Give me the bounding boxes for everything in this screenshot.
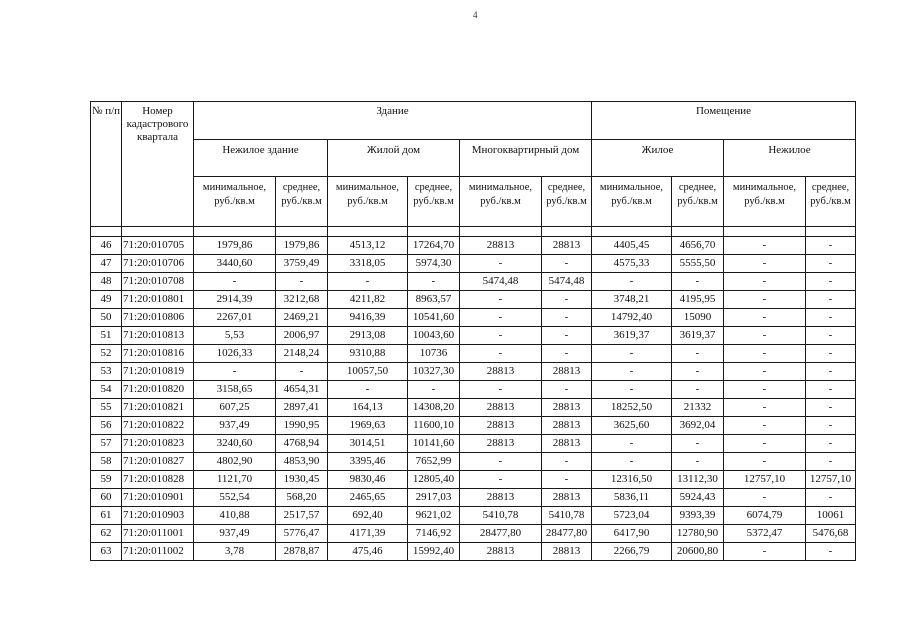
value-cell: - <box>672 453 724 471</box>
value-cell: - <box>328 273 408 291</box>
value-cell: - <box>592 363 672 381</box>
value-cell: - <box>592 435 672 453</box>
value-cell: 12757,10 <box>724 471 806 489</box>
value-cell: 164,13 <box>328 399 408 417</box>
value-cell: 9830,46 <box>328 471 408 489</box>
value-cell: 28813 <box>542 489 592 507</box>
value-cell: - <box>592 345 672 363</box>
value-cell: 7146,92 <box>408 525 460 543</box>
value-cell: 4656,70 <box>672 237 724 255</box>
value-cell: 12757,10 <box>806 471 856 489</box>
header-min: минимальное, руб./кв.м <box>194 177 276 227</box>
value-cell: 4853,90 <box>276 453 328 471</box>
value-cell: - <box>460 327 542 345</box>
value-cell: 2917,03 <box>408 489 460 507</box>
row-number: 59 <box>91 471 122 489</box>
value-cell: 3692,04 <box>672 417 724 435</box>
value-cell: 1026,33 <box>194 345 276 363</box>
value-cell: 2878,87 <box>276 543 328 561</box>
value-cell: - <box>724 255 806 273</box>
value-cell: - <box>542 381 592 399</box>
value-cell: - <box>806 399 856 417</box>
value-cell: - <box>194 273 276 291</box>
value-cell: 6417,90 <box>592 525 672 543</box>
value-cell: 410,88 <box>194 507 276 525</box>
table-row <box>91 543 856 561</box>
value-cell: - <box>806 453 856 471</box>
value-cell: - <box>806 417 856 435</box>
cadastral-number: 71:20:010706 <box>122 255 194 273</box>
value-cell: 28813 <box>542 543 592 561</box>
header-cadastral: Номер кадастрового квартала <box>122 102 194 227</box>
value-cell: - <box>672 381 724 399</box>
value-cell: 3212,68 <box>276 291 328 309</box>
value-cell: - <box>328 381 408 399</box>
value-cell: 2148,24 <box>276 345 328 363</box>
value-cell: 5474,48 <box>542 273 592 291</box>
value-cell: - <box>806 489 856 507</box>
row-number: 58 <box>91 453 122 471</box>
value-cell: 1930,45 <box>276 471 328 489</box>
row-number: 57 <box>91 435 122 453</box>
value-cell: 692,40 <box>328 507 408 525</box>
value-cell: - <box>194 363 276 381</box>
value-cell: 552,54 <box>194 489 276 507</box>
row-number: 46 <box>91 237 122 255</box>
value-cell: - <box>806 363 856 381</box>
value-cell: - <box>408 273 460 291</box>
value-cell: 28813 <box>460 543 542 561</box>
value-cell: - <box>724 237 806 255</box>
value-cell: 10736 <box>408 345 460 363</box>
value-cell: 2914,39 <box>194 291 276 309</box>
value-cell: 20600,80 <box>672 543 724 561</box>
table-row <box>91 291 856 309</box>
value-cell: 12780,90 <box>672 525 724 543</box>
value-cell: 2267,01 <box>194 309 276 327</box>
value-cell: 10061 <box>806 507 856 525</box>
value-cell: - <box>724 543 806 561</box>
value-cell: 4654,31 <box>276 381 328 399</box>
table-row <box>91 507 856 525</box>
value-cell: - <box>276 273 328 291</box>
cadastral-number: 71:20:010901 <box>122 489 194 507</box>
row-number: 48 <box>91 273 122 291</box>
value-cell: 5476,68 <box>806 525 856 543</box>
value-cell: - <box>542 327 592 345</box>
value-cell: 28477,80 <box>542 525 592 543</box>
table-row <box>91 471 856 489</box>
value-cell: 6074,79 <box>724 507 806 525</box>
value-cell: 1121,70 <box>194 471 276 489</box>
cadastral-number: 71:20:010708 <box>122 273 194 291</box>
value-cell: - <box>806 291 856 309</box>
value-cell: 3395,46 <box>328 453 408 471</box>
header-spacer <box>91 227 856 237</box>
cadastral-number: 71:20:011002 <box>122 543 194 561</box>
value-cell: 7652,99 <box>408 453 460 471</box>
value-cell: 2006,97 <box>276 327 328 345</box>
value-cell: - <box>408 381 460 399</box>
value-cell: 28813 <box>542 399 592 417</box>
header-residential-house: Жилой дом <box>328 140 460 177</box>
header-min: минимальное, руб./кв.м <box>592 177 672 227</box>
value-cell: - <box>542 471 592 489</box>
value-cell: 3619,37 <box>592 327 672 345</box>
value-cell: - <box>724 291 806 309</box>
table-row <box>91 273 856 291</box>
value-cell: 3,78 <box>194 543 276 561</box>
value-cell: 4575,33 <box>592 255 672 273</box>
page-mark: 4 <box>473 10 478 20</box>
row-number: 56 <box>91 417 122 435</box>
value-cell: 475,46 <box>328 543 408 561</box>
value-cell: 17264,70 <box>408 237 460 255</box>
value-cell: 2469,21 <box>276 309 328 327</box>
value-cell: - <box>724 435 806 453</box>
value-cell: - <box>806 345 856 363</box>
row-number: 62 <box>91 525 122 543</box>
cadastral-number: 71:20:010827 <box>122 453 194 471</box>
value-cell: 3158,65 <box>194 381 276 399</box>
value-cell: - <box>806 237 856 255</box>
header-residential-premises: Жилое <box>592 140 724 177</box>
value-cell: 4211,82 <box>328 291 408 309</box>
value-cell: 12316,50 <box>592 471 672 489</box>
header-min: минимальное, руб./кв.м <box>460 177 542 227</box>
header-min: минимальное, руб./кв.м <box>328 177 408 227</box>
cadastral-number: 71:20:011001 <box>122 525 194 543</box>
value-cell: 3619,37 <box>672 327 724 345</box>
value-cell: 5924,43 <box>672 489 724 507</box>
row-number: 54 <box>91 381 122 399</box>
value-cell: - <box>806 543 856 561</box>
cadastral-number: 71:20:010828 <box>122 471 194 489</box>
value-cell: 568,20 <box>276 489 328 507</box>
row-number: 53 <box>91 363 122 381</box>
value-cell: 3014,51 <box>328 435 408 453</box>
value-cell: - <box>542 453 592 471</box>
value-cell: 1990,95 <box>276 417 328 435</box>
value-cell: 3318,05 <box>328 255 408 273</box>
value-cell: - <box>460 453 542 471</box>
row-number: 61 <box>91 507 122 525</box>
value-cell: 28813 <box>542 417 592 435</box>
value-cell: 21332 <box>672 399 724 417</box>
cadastral-number: 71:20:010816 <box>122 345 194 363</box>
table-row <box>91 399 856 417</box>
value-cell: 28813 <box>542 435 592 453</box>
header-nonresidential-premises: Нежилое <box>724 140 856 177</box>
value-cell: - <box>806 435 856 453</box>
table-row <box>91 525 856 543</box>
table-row <box>91 345 856 363</box>
cadastral-number: 71:20:010705 <box>122 237 194 255</box>
value-cell: - <box>806 255 856 273</box>
value-cell: 28813 <box>460 399 542 417</box>
value-cell: 28813 <box>460 489 542 507</box>
table-row <box>91 237 856 255</box>
value-cell: - <box>806 273 856 291</box>
row-number: 51 <box>91 327 122 345</box>
value-cell: - <box>724 327 806 345</box>
value-cell: - <box>592 273 672 291</box>
value-cell: 2517,57 <box>276 507 328 525</box>
row-number: 49 <box>91 291 122 309</box>
table-body <box>91 237 856 561</box>
table-row <box>91 309 856 327</box>
value-cell: 1979,86 <box>276 237 328 255</box>
table-row <box>91 363 856 381</box>
cadastral-number: 71:20:010813 <box>122 327 194 345</box>
header-avg: среднее, руб./кв.м <box>542 177 592 227</box>
table-row <box>91 255 856 273</box>
value-cell: - <box>542 255 592 273</box>
cadastral-number: 71:20:010820 <box>122 381 194 399</box>
value-cell: 9416,39 <box>328 309 408 327</box>
row-number: 63 <box>91 543 122 561</box>
table-row <box>91 327 856 345</box>
value-cell: 607,25 <box>194 399 276 417</box>
value-cell: 28813 <box>460 363 542 381</box>
value-cell: 5555,50 <box>672 255 724 273</box>
value-cell: - <box>724 345 806 363</box>
row-number: 52 <box>91 345 122 363</box>
value-cell: - <box>460 309 542 327</box>
value-cell: - <box>724 453 806 471</box>
value-cell: 28813 <box>542 363 592 381</box>
value-cell: - <box>542 291 592 309</box>
value-cell: 5372,47 <box>724 525 806 543</box>
value-cell: 10141,60 <box>408 435 460 453</box>
value-cell: 3625,60 <box>592 417 672 435</box>
value-cell: 28813 <box>460 237 542 255</box>
value-cell: 5836,11 <box>592 489 672 507</box>
value-cell: 4405,45 <box>592 237 672 255</box>
value-cell: 5410,78 <box>542 507 592 525</box>
value-cell: - <box>724 273 806 291</box>
value-cell: 15992,40 <box>408 543 460 561</box>
value-cell: 9621,02 <box>408 507 460 525</box>
value-cell: 4768,94 <box>276 435 328 453</box>
value-cell: 28477,80 <box>460 525 542 543</box>
cadastral-number: 71:20:010903 <box>122 507 194 525</box>
header-min: минимальное, руб./кв.м <box>724 177 806 227</box>
value-cell: - <box>592 381 672 399</box>
value-cell: 937,49 <box>194 417 276 435</box>
value-cell: 3759,49 <box>276 255 328 273</box>
table-row <box>91 453 856 471</box>
value-cell: - <box>460 291 542 309</box>
cadastral-number: 71:20:010822 <box>122 417 194 435</box>
header-building: Здание <box>194 102 592 140</box>
value-cell: - <box>806 327 856 345</box>
value-cell: 4171,39 <box>328 525 408 543</box>
cadastral-value-table <box>90 101 856 561</box>
value-cell: - <box>460 345 542 363</box>
value-cell: - <box>592 453 672 471</box>
value-cell: 12805,40 <box>408 471 460 489</box>
value-cell: 3748,21 <box>592 291 672 309</box>
header-no: № п/п <box>91 102 122 227</box>
value-cell: 28813 <box>542 237 592 255</box>
cadastral-number: 71:20:010801 <box>122 291 194 309</box>
value-cell: 28813 <box>460 435 542 453</box>
value-cell: 1979,86 <box>194 237 276 255</box>
header-avg: среднее, руб./кв.м <box>276 177 328 227</box>
value-cell: 4802,90 <box>194 453 276 471</box>
value-cell: - <box>460 381 542 399</box>
value-cell: 13112,30 <box>672 471 724 489</box>
value-cell: 14792,40 <box>592 309 672 327</box>
value-cell: - <box>724 363 806 381</box>
value-cell: - <box>542 309 592 327</box>
value-cell: - <box>672 435 724 453</box>
value-cell: 3240,60 <box>194 435 276 453</box>
header-avg: среднее, руб./кв.м <box>806 177 856 227</box>
row-number: 55 <box>91 399 122 417</box>
row-number: 47 <box>91 255 122 273</box>
value-cell: - <box>724 489 806 507</box>
value-cell: - <box>542 345 592 363</box>
value-cell: - <box>672 345 724 363</box>
value-cell: - <box>724 309 806 327</box>
header-avg: среднее, руб./кв.м <box>672 177 724 227</box>
value-cell: 9393,39 <box>672 507 724 525</box>
value-cell: - <box>806 381 856 399</box>
value-cell: - <box>672 363 724 381</box>
value-cell: 5410,78 <box>460 507 542 525</box>
value-cell: 937,49 <box>194 525 276 543</box>
value-cell: - <box>806 309 856 327</box>
value-cell: 9310,88 <box>328 345 408 363</box>
value-cell: 5,53 <box>194 327 276 345</box>
value-cell: 10327,30 <box>408 363 460 381</box>
value-cell: 2465,65 <box>328 489 408 507</box>
cadastral-number: 71:20:010821 <box>122 399 194 417</box>
value-cell: - <box>672 273 724 291</box>
value-cell: 2913,08 <box>328 327 408 345</box>
value-cell: 10057,50 <box>328 363 408 381</box>
value-cell: 14308,20 <box>408 399 460 417</box>
row-number: 60 <box>91 489 122 507</box>
header-apartment-building: Многоквартирный дом <box>460 140 592 177</box>
value-cell: - <box>724 399 806 417</box>
value-cell: 4513,12 <box>328 237 408 255</box>
value-cell: - <box>724 381 806 399</box>
cadastral-number: 71:20:010823 <box>122 435 194 453</box>
table-row <box>91 417 856 435</box>
value-cell: 11600,10 <box>408 417 460 435</box>
value-cell: 10541,60 <box>408 309 460 327</box>
table-row <box>91 381 856 399</box>
header-premises: Помещение <box>592 102 856 140</box>
value-cell: - <box>276 363 328 381</box>
value-cell: - <box>724 417 806 435</box>
value-cell: 15090 <box>672 309 724 327</box>
value-cell: 3440,60 <box>194 255 276 273</box>
table-row <box>91 489 856 507</box>
value-cell: 28813 <box>460 417 542 435</box>
value-cell: 18252,50 <box>592 399 672 417</box>
value-cell: 4195,95 <box>672 291 724 309</box>
value-cell: 2897,41 <box>276 399 328 417</box>
value-cell: 5723,04 <box>592 507 672 525</box>
header-nonresidential-building: Нежилое здание <box>194 140 328 177</box>
row-number: 50 <box>91 309 122 327</box>
value-cell: 5474,48 <box>460 273 542 291</box>
value-cell: 5776,47 <box>276 525 328 543</box>
value-cell: - <box>460 471 542 489</box>
value-cell: - <box>460 255 542 273</box>
value-cell: 8963,57 <box>408 291 460 309</box>
cadastral-number: 71:20:010819 <box>122 363 194 381</box>
value-cell: 1969,63 <box>328 417 408 435</box>
header-avg: среднее, руб./кв.м <box>408 177 460 227</box>
value-cell: 2266,79 <box>592 543 672 561</box>
value-cell: 5974,30 <box>408 255 460 273</box>
value-cell: 10043,60 <box>408 327 460 345</box>
cadastral-number: 71:20:010806 <box>122 309 194 327</box>
table-row <box>91 435 856 453</box>
